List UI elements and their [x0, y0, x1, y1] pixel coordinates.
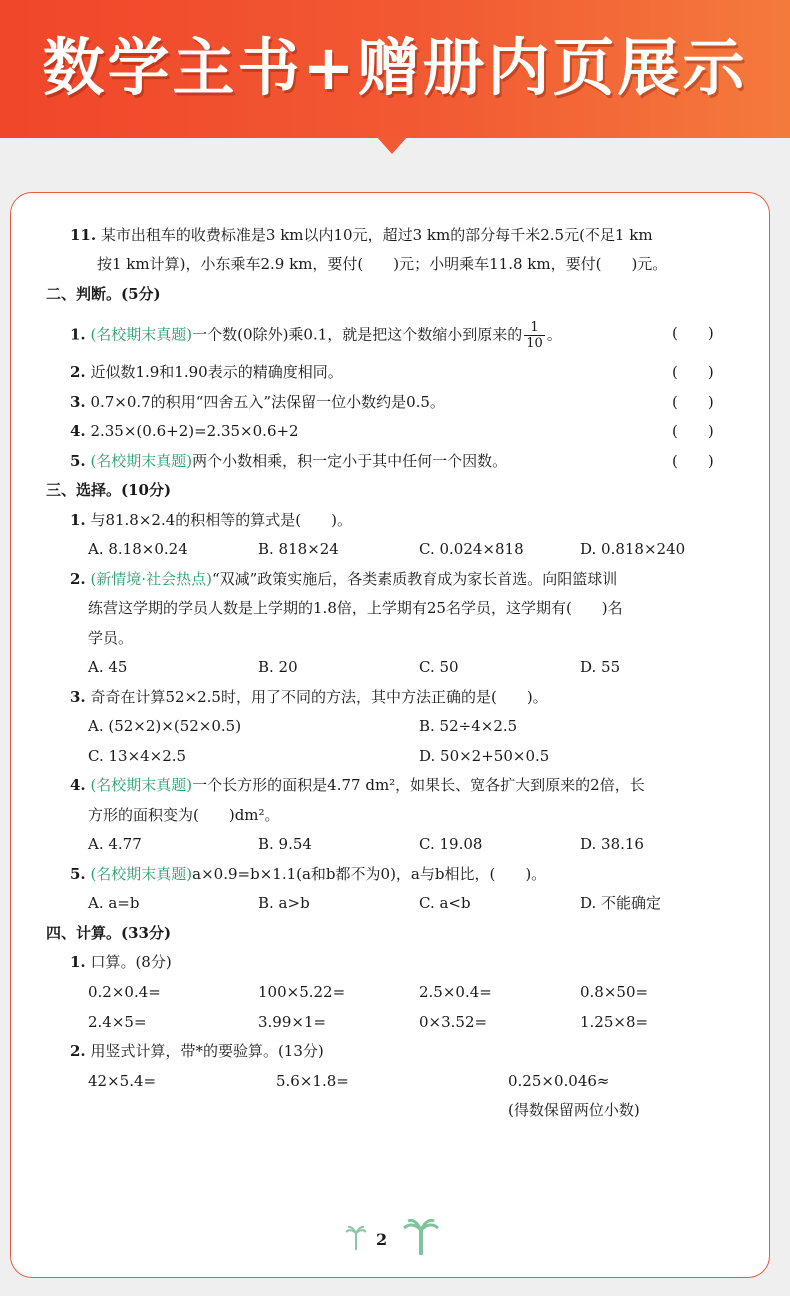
palm-tree-icon — [345, 1225, 367, 1251]
choice-text-2a: “双减”政策实施后，各类素质教育成为家长首选。向阳篮球训 — [211, 570, 618, 588]
fraction-numerator: 1 — [524, 320, 545, 336]
judge-item-3 — [70, 391, 445, 413]
judge-text-3: 0.7×0.7的积用“四舍五入”法保留一位小数约是0.5。 — [90, 393, 445, 411]
choice-num-5: 5. — [70, 865, 86, 883]
judge-num-3: 3. — [70, 393, 86, 411]
calc-num-1: 1. — [70, 953, 86, 971]
choice-tag-4: (名校期末真题) — [90, 776, 193, 794]
calc-text-2: 用竖式计算，带*的要验算。(13分) — [90, 1042, 324, 1060]
oral-problem: 0.8×50= — [580, 983, 649, 1001]
choice-q3 — [70, 686, 548, 708]
oral-problem: 2.5×0.4= — [419, 983, 492, 1001]
judge-item-4 — [70, 420, 299, 442]
banner-title: 数学主书+赠册内页展示 — [42, 31, 748, 104]
judge-num-4: 4. — [70, 422, 86, 440]
answer-blank[interactable]: ( ) — [672, 452, 714, 470]
judge-text-2: 近似数1.9和1.90表示的精确度相同。 — [90, 363, 343, 381]
vertical-problem: 0.25×0.046≈ — [508, 1072, 610, 1090]
oral-problem: 3.99×1= — [258, 1013, 327, 1031]
palm-tree-icon — [402, 1218, 440, 1256]
choice-q2-line2: 练营这学期的学员人数是上学期的1.8倍，上学期有25名学员，这学期有( )名 — [88, 599, 623, 617]
option-d[interactable]: D. 38.16 — [580, 835, 644, 853]
judge-item-2 — [70, 361, 343, 383]
option-a[interactable]: A. 45 — [88, 658, 128, 676]
page-number: 2 — [376, 1230, 388, 1249]
option-c[interactable]: C. 13×4×2.5 — [88, 747, 187, 765]
option-c[interactable]: C. 50 — [419, 658, 459, 676]
vertical-problem: 5.6×1.8= — [276, 1072, 349, 1090]
oral-problem: 0×3.52= — [419, 1013, 488, 1031]
option-b[interactable]: B. 20 — [258, 658, 298, 676]
choice-tag-5: (名校期末真题) — [90, 865, 193, 883]
answer-blank[interactable]: ( ) — [672, 393, 714, 411]
calc-q1 — [70, 951, 172, 973]
answer-blank[interactable]: ( ) — [672, 324, 714, 342]
option-a[interactable]: A. 8.18×0.24 — [88, 540, 188, 558]
choice-tag-2: (新情境·社会热点) — [90, 570, 212, 588]
q11-line2: 按1 km计算)，小东乘车2.9 km，要付( )元；小明乘车11.8 km，要付( )元。 — [97, 255, 668, 273]
oral-problem: 2.4×5= — [88, 1013, 147, 1031]
judge-num-1: 1. — [70, 325, 86, 344]
rounding-note: (得数保留两位小数) — [508, 1101, 640, 1119]
option-b[interactable]: B. 52÷4×2.5 — [419, 717, 518, 735]
option-a[interactable]: A. 4.77 — [88, 835, 142, 853]
judge-text-5: 两个小数相乘，积一定小于其中任何一个因数。 — [192, 452, 508, 470]
choice-q2-line1 — [70, 568, 617, 590]
choice-num-1: 1. — [70, 511, 86, 529]
choice-text-3: 奇奇在计算52×2.5时，用了不同的方法，其中方法正确的是( )。 — [90, 688, 548, 706]
choice-text-5: a×0.9=b×1.1(a和b都不为0)，a与b相比，( )。 — [192, 865, 547, 883]
judge-item-1 — [70, 320, 562, 351]
option-a[interactable]: A. (52×2)×(52×0.5) — [88, 717, 242, 735]
vertical-problem: 42×5.4= — [88, 1072, 157, 1090]
choice-q4-line2: 方形的面积变为( )dm²。 — [88, 806, 280, 824]
q11-text1: 某市出租车的收费标准是3 km以内10元，超过3 km的部分每千米2.5元(不足1 km — [100, 226, 653, 244]
judge-text-1: 一个数(0除外)乘0.1，就是把这个数缩小到原来的 — [192, 325, 523, 344]
choice-q5 — [70, 863, 546, 885]
fraction — [524, 320, 545, 351]
choice-q2-line3: 学员。 — [88, 629, 134, 647]
option-b[interactable]: B. a>b — [258, 894, 310, 912]
judge-text-1-end: 。 — [546, 325, 562, 344]
judge-item-5 — [70, 450, 507, 472]
choice-num-2: 2. — [70, 570, 86, 588]
option-b[interactable]: B. 9.54 — [258, 835, 312, 853]
q11-number: 11. — [70, 226, 97, 244]
option-d[interactable]: D. 不能确定 — [580, 894, 662, 912]
option-a[interactable]: A. a=b — [88, 894, 140, 912]
choice-text-1: 与81.8×2.4的积相等的算式是( )。 — [90, 511, 352, 529]
option-c[interactable]: C. 0.024×818 — [419, 540, 524, 558]
option-c[interactable]: C. a<b — [419, 894, 471, 912]
oral-problem: 1.25×8= — [580, 1013, 649, 1031]
header-banner — [0, 0, 790, 138]
oral-problem: 100×5.22= — [258, 983, 346, 1001]
answer-blank[interactable]: ( ) — [672, 363, 714, 381]
calc-text-1: 口算。(8分) — [90, 953, 172, 971]
choice-num-4: 4. — [70, 776, 86, 794]
choice-q1 — [70, 509, 352, 531]
calc-q2 — [70, 1040, 324, 1062]
option-b[interactable]: B. 818×24 — [258, 540, 339, 558]
section-judge-heading: 二、判断。(5分) — [46, 285, 161, 303]
option-d[interactable]: D. 50×2+50×0.5 — [419, 747, 550, 765]
choice-num-3: 3. — [70, 688, 86, 706]
q11-line1 — [70, 224, 653, 246]
judge-tag-5: (名校期末真题) — [90, 452, 193, 470]
banner-pointer — [376, 136, 408, 154]
judge-text-4: 2.35×(0.6+2)=2.35×0.6+2 — [90, 422, 299, 440]
option-d[interactable]: D. 0.818×240 — [580, 540, 686, 558]
choice-text-4a: 一个长方形的面积是4.77 dm²，如果长、宽各扩大到原来的2倍，长 — [192, 776, 645, 794]
option-d[interactable]: D. 55 — [580, 658, 621, 676]
option-c[interactable]: C. 19.08 — [419, 835, 483, 853]
choice-q4-line1 — [70, 774, 645, 796]
section-calc-heading: 四、计算。(33分) — [46, 924, 172, 942]
judge-tag-1: (名校期末真题) — [90, 325, 193, 344]
calc-num-2: 2. — [70, 1042, 86, 1060]
fraction-denominator: 10 — [526, 336, 543, 351]
section-choice-heading: 三、选择。(10分) — [46, 481, 172, 499]
judge-num-5: 5. — [70, 452, 86, 470]
answer-blank[interactable]: ( ) — [672, 422, 714, 440]
judge-num-2: 2. — [70, 363, 86, 381]
oral-problem: 0.2×0.4= — [88, 983, 161, 1001]
